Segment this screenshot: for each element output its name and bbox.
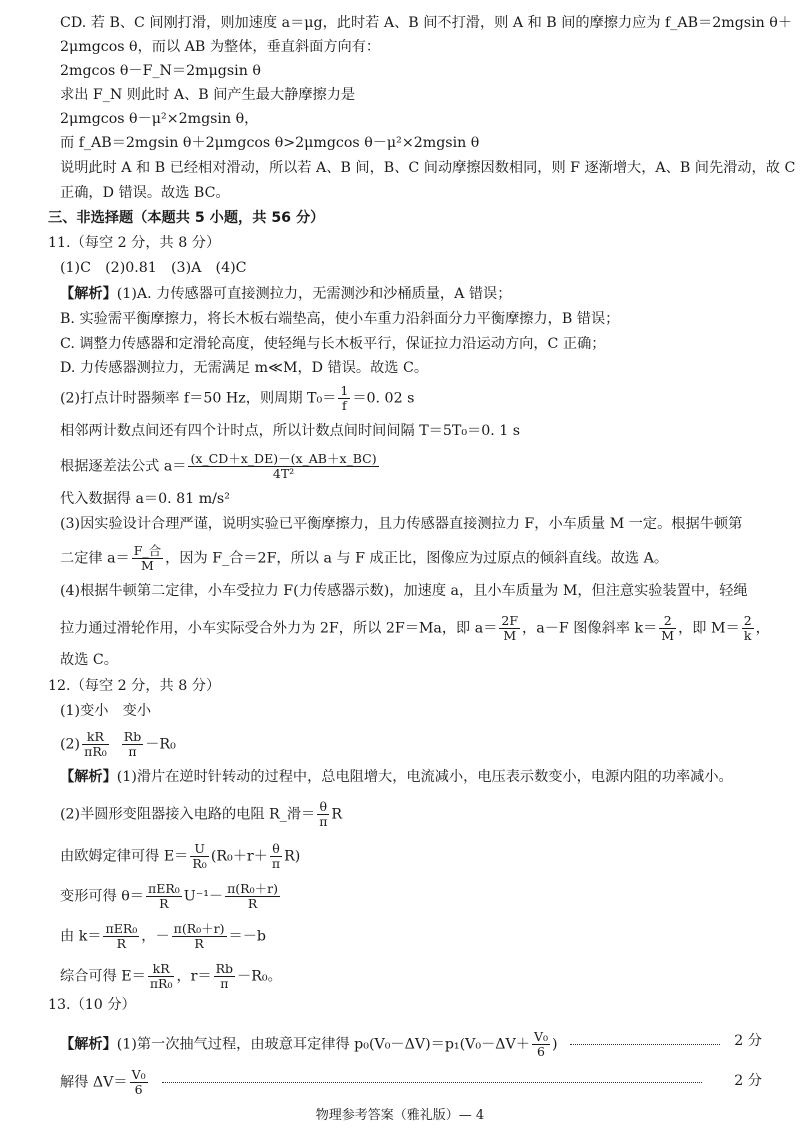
- numerator: πER₀: [105, 921, 138, 936]
- analysis-label: 【解析】: [60, 769, 117, 785]
- denominator: π: [128, 744, 137, 759]
- fraction: [499, 614, 520, 643]
- text-span: ＝－b: [228, 928, 266, 945]
- fraction: [317, 800, 329, 829]
- text-span: (R₀＋r＋: [210, 848, 268, 865]
- page-footer: 物理参考答案（雅礼版）— 4: [315, 1108, 485, 1123]
- denominator: k: [743, 628, 752, 643]
- text-span: R): [284, 848, 301, 865]
- text-line: [60, 452, 381, 481]
- denominator: R: [116, 936, 127, 951]
- numerator: 2: [743, 613, 752, 628]
- text-span: ，即 M＝: [678, 620, 740, 637]
- denominator: f: [342, 398, 347, 413]
- text-line: 求出 F_N 则此时 A、B 间产生最大静摩擦力是: [60, 87, 356, 103]
- denominator: π: [319, 814, 328, 829]
- score-leader: [162, 1082, 702, 1083]
- score-mark: 2 分: [734, 1033, 762, 1049]
- text-span: ，: [755, 620, 770, 637]
- text-line: 2μmgcos θ－μ²×2mgsin θ，: [60, 111, 259, 127]
- numerator: θ: [270, 842, 282, 857]
- fraction: [103, 922, 139, 951]
- denominator: R: [247, 896, 258, 911]
- denominator: πR₀: [149, 976, 173, 991]
- fraction: [659, 614, 676, 643]
- numerator: V₀: [131, 1067, 146, 1082]
- numerator: V₀: [533, 1029, 548, 1044]
- fraction: [130, 1068, 148, 1097]
- text-span: ＝0. 02 s: [352, 390, 415, 407]
- text-span: －R₀。: [237, 968, 282, 985]
- text-line: B. 实验需平衡摩擦力，将长木板右端垫高，使小车重力沿斜面分力平衡摩擦力，B 错误；: [60, 311, 620, 327]
- text-line: [60, 544, 668, 573]
- text-span: 解得 ΔV＝: [60, 1074, 128, 1091]
- text-span: 变形可得 θ＝: [60, 888, 144, 905]
- text-span: 综合可得 E＝: [60, 968, 146, 985]
- text-span: ，－: [141, 928, 170, 945]
- text-line: [60, 800, 342, 829]
- denominator: 6: [134, 1082, 143, 1097]
- text-line: [60, 614, 770, 643]
- text-span: 拉力通过滑轮作用，小车实际受合外力为 2F，所以 2F＝Ma，即 a＝: [60, 620, 498, 637]
- numerator: 2: [659, 614, 676, 629]
- numerator: F_合: [133, 543, 162, 558]
- fraction: [188, 452, 378, 481]
- analysis-line: [60, 1030, 720, 1059]
- denominator: 6: [536, 1044, 545, 1059]
- numerator: π(R₀＋r): [173, 921, 225, 936]
- text-span: (2): [60, 736, 81, 753]
- text-line: 说明此时 A 和 B 已经相对滑动，所以若 A、B 间，B、C 间动摩擦因数相同，则 F 逐渐增大，A、B 间先滑动，故 C: [60, 160, 796, 176]
- fraction: [742, 614, 754, 643]
- numerator: Rb: [123, 729, 142, 744]
- text-span: ，r＝: [176, 968, 212, 985]
- fraction: [148, 962, 175, 991]
- text-line: 正确，D 错误。故选 BC。: [60, 185, 230, 201]
- numerator: Rb: [215, 961, 234, 976]
- text-line: 而 f_AB＝2mgsin θ＋2μmgcos θ>2μmgcos θ－μ²×2mgsin θ: [60, 135, 480, 151]
- text-line: 2μmgcos θ，而以 AB 为整体，垂直斜面方向有：: [60, 39, 381, 55]
- text-line: C. 调整力传感器和定滑轮高度，使轻绳与长木板平行，保证拉力沿运动方向，C 正确；: [60, 336, 606, 352]
- text-span: 二定律 a＝: [60, 550, 130, 567]
- denominator: M: [503, 628, 517, 643]
- text-span: (1)第一次抽气过程，由玻意耳定律得 p₀(V₀－ΔV)＝p₁(V₀－ΔV＋: [116, 1036, 530, 1053]
- denominator: M: [141, 558, 154, 573]
- fraction: [172, 922, 227, 951]
- text-span: ，因为 F_合＝2F，所以 a 与 F 成正比，图像应为过原点的倾斜直线。故选 A。: [165, 550, 669, 567]
- fraction: [132, 544, 163, 573]
- text-span: －R₀: [145, 736, 176, 753]
- fraction: [338, 384, 350, 413]
- text-line: (4)根据牛顿第二定律，小车受拉力 F(力传感器示数)，加速度 a，且小车质量为 M，但注意实验装置中，轻绳: [60, 583, 748, 599]
- analysis-text: (1)A. 力传感器可直接测拉力，无需测沙和沙桶质量，A 错误；: [116, 286, 512, 302]
- answer-line: [60, 730, 176, 759]
- text-line: D. 力传感器测拉力，无需满足 m≪M，D 错误。故选 C。: [60, 360, 429, 376]
- numerator: (x_CD＋x_DE)－(x_AB＋x_BC): [190, 451, 377, 466]
- question-number: 12.（每空 2 分，共 8 分）: [48, 678, 221, 694]
- analysis-text: (1)滑片在逆时针转动的过程中，总电阻增大，电流减小，电压表示数变小，电源内阻的功率减小。: [116, 769, 733, 785]
- fraction: [270, 842, 282, 871]
- analysis-label: 【解析】: [60, 1036, 117, 1053]
- text-line: [60, 842, 300, 871]
- text-line: [60, 922, 266, 951]
- text-span: (2)打点计时器频率 f＝50 Hz，则周期 T₀＝: [60, 390, 337, 407]
- analysis-line: [60, 285, 511, 303]
- denominator: π: [271, 856, 281, 871]
- section-heading: 三、非选择题（本题共 5 小题，共 56 分）: [48, 210, 325, 226]
- text-span: (2)半圆形变阻器接入电路的电阻 R_滑＝: [60, 806, 316, 823]
- denominator: R: [194, 936, 204, 951]
- answer-line: (1)C (2)0.81 (3)A (4)C: [60, 260, 247, 276]
- denominator: R₀: [192, 856, 207, 871]
- denominator: π: [220, 976, 229, 991]
- fraction: [214, 962, 235, 991]
- text-line: 故选 C。: [60, 652, 118, 668]
- numerator: 2F: [501, 613, 519, 628]
- numerator: π(R₀＋r): [227, 881, 278, 896]
- denominator: πR₀: [84, 744, 107, 759]
- text-line: [60, 882, 282, 911]
- denominator: M: [661, 628, 675, 643]
- fraction: [190, 842, 208, 871]
- numerator: kR: [148, 962, 175, 977]
- text-span: U⁻¹－: [183, 888, 224, 905]
- text-line: (3)因实验设计合理严谨，说明实验已平衡摩擦力，且力传感器直接测拉力 F，小车质量 M 一定。根据牛顿第: [60, 516, 743, 532]
- numerator: πER₀: [148, 881, 180, 896]
- denominator: R: [159, 896, 169, 911]
- text-span: 由欧姆定律可得 E＝: [60, 848, 189, 865]
- text-line: 相邻两计数点间还有四个计时点，所以计数点间时间间隔 T＝5T₀＝0. 1 s: [60, 423, 521, 439]
- fraction: [82, 730, 109, 759]
- denominator: 4T²: [272, 466, 295, 481]
- score-mark: 2 分: [734, 1073, 762, 1089]
- answer-line: (1)变小 变小: [60, 703, 152, 719]
- text-line: CD. 若 B、C 间刚打滑，则加速度 a＝μg，此时若 A、B 间不打滑，则 A 和 B 间的摩擦力应为 f_AB＝2mgsin θ＋: [60, 15, 793, 31]
- text-span: R: [331, 806, 343, 823]
- text-line: [60, 384, 414, 413]
- question-number: 13.（10 分）: [48, 997, 136, 1013]
- score-leader: [570, 1044, 720, 1045]
- fraction: [225, 882, 280, 911]
- text-span: ): [551, 1036, 558, 1053]
- fraction: [532, 1030, 550, 1059]
- text-span: 由 k＝: [60, 928, 102, 945]
- numerator: kR: [82, 730, 109, 745]
- fraction: [146, 882, 182, 911]
- question-number: 11.（每空 2 分，共 8 分）: [48, 235, 221, 251]
- analysis-label: 【解析】: [60, 286, 117, 302]
- text-line: [60, 962, 282, 991]
- numerator: 1: [340, 383, 349, 398]
- numerator: U: [190, 842, 208, 857]
- text-line: 2mgcos θ－F_N＝2mμgsin θ: [60, 63, 261, 79]
- text-span: ，a－F 图像斜率 k＝: [522, 620, 658, 637]
- text-line: 代入数据得 a＝0. 81 m/s²: [60, 491, 230, 507]
- text-line: [60, 1068, 702, 1097]
- numerator: θ: [317, 800, 329, 815]
- text-span: 根据逐差法公式 a＝: [60, 458, 187, 475]
- analysis-line: [60, 768, 733, 786]
- fraction: [122, 730, 143, 759]
